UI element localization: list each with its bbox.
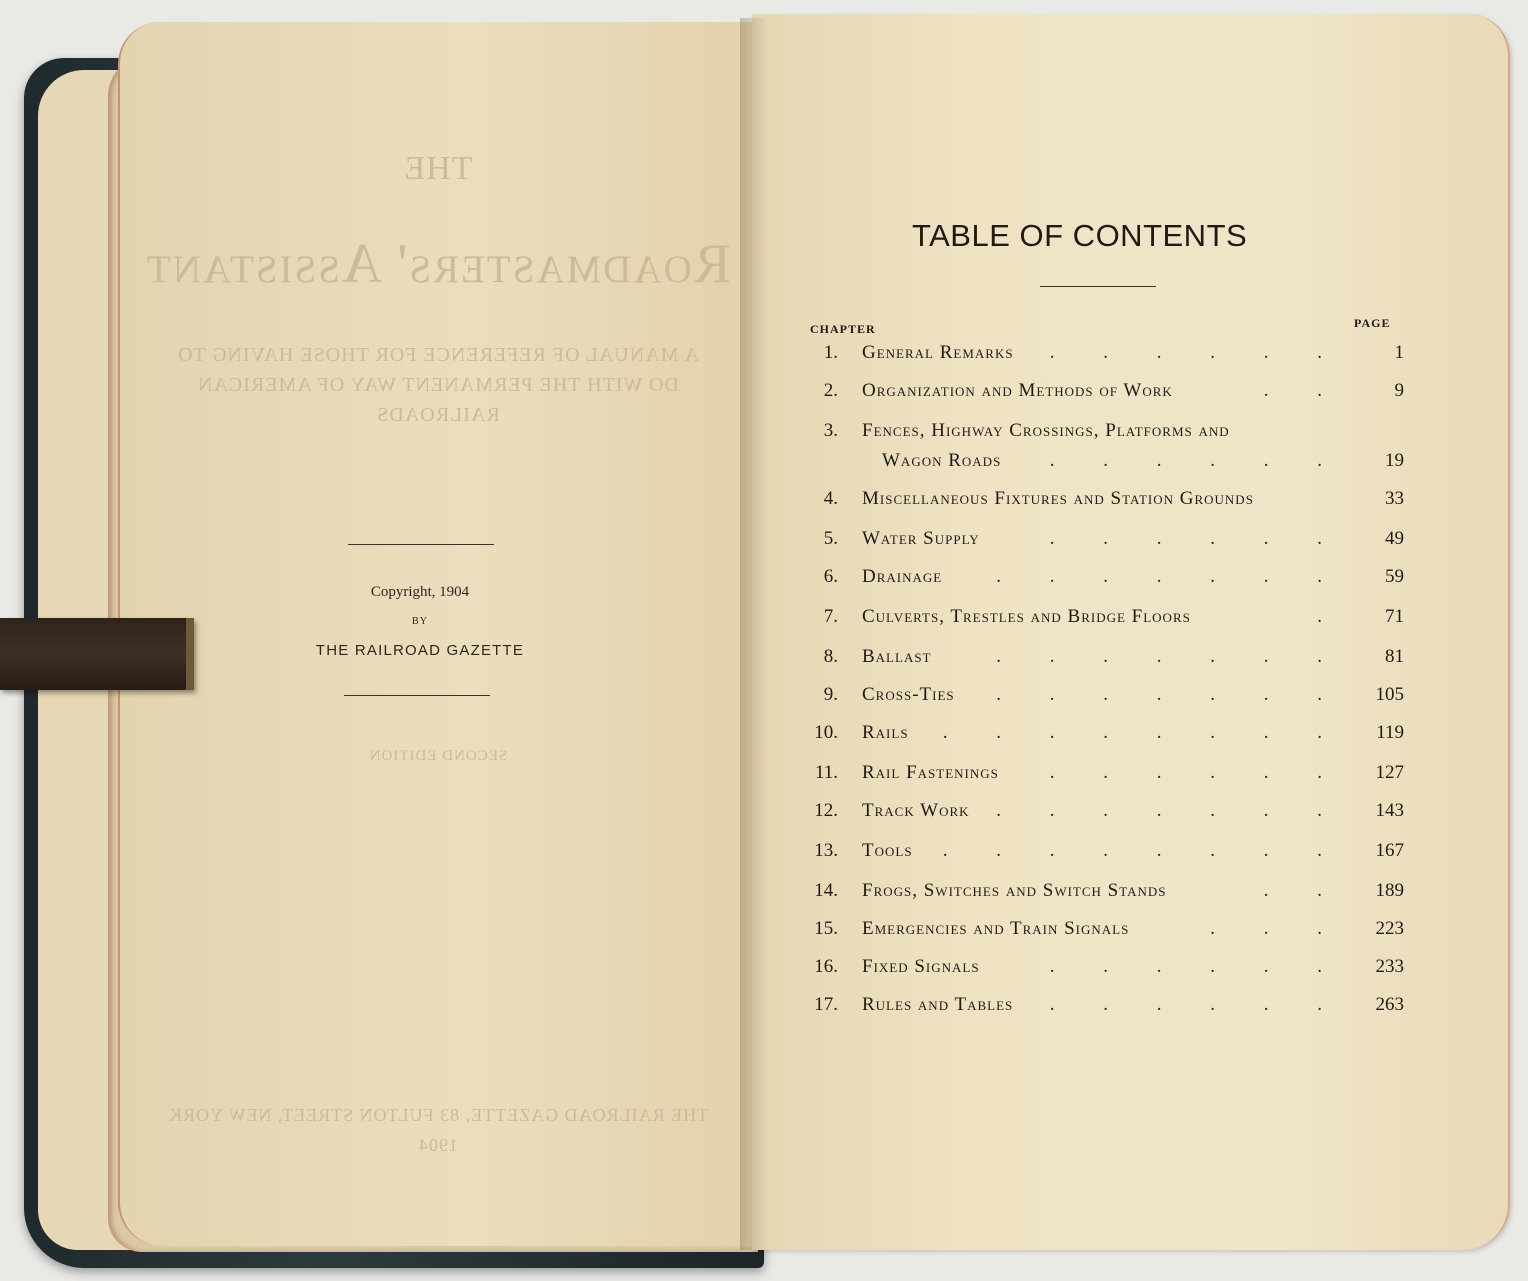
chapter-number: 12.: [814, 800, 838, 821]
chapter-title: Organization and Methods of Work: [862, 380, 1173, 401]
page-number: 233: [1375, 956, 1404, 977]
page-number: 59: [1385, 566, 1404, 587]
chapter-title: Cross-Ties: [862, 684, 955, 705]
chapter-number: 3.: [823, 420, 838, 441]
toc-row: [804, 606, 1404, 636]
gutter-shadow: [740, 18, 768, 1250]
page-number: 189: [1375, 880, 1404, 901]
show-through-the: THE: [403, 150, 473, 187]
leader-dots: . .: [1263, 880, 1344, 901]
chapter-title: Drainage: [862, 566, 943, 587]
toc-title: TABLE OF CONTENTS: [912, 218, 1248, 253]
divider-top: [348, 544, 494, 545]
by-line: BY: [412, 616, 428, 627]
show-through-subtitle: A MANUAL OF REFERENCE FOR THOSE HAVING TO DO WITH THE PERMANENT WAY OF AMERICAN RAILROADS: [177, 344, 699, 426]
leader-dots: . . . . . . .: [996, 684, 1344, 705]
toc-row: [804, 800, 1404, 830]
toc-row: [804, 880, 1404, 910]
leader-dots: . . . . . .: [1049, 994, 1344, 1015]
publisher-line: THE RAILROAD GAZETTE: [315, 642, 525, 659]
leader-dots: . . .: [1210, 918, 1344, 939]
show-through-year: 1904: [418, 1135, 458, 1155]
page-number: 143: [1375, 800, 1404, 821]
toc-row: [804, 840, 1404, 870]
leader-dots: . . . . . .: [1049, 528, 1344, 549]
page-number: 33: [1385, 488, 1404, 509]
chapter-number: 17.: [814, 994, 838, 1015]
toc-row: [804, 722, 1404, 752]
chapter-number: 1.: [823, 342, 838, 363]
toc-row: [804, 994, 1404, 1024]
bookmark-ribbon: [0, 618, 194, 690]
chapter-title: Tools: [862, 840, 913, 861]
page-number: 19: [1385, 450, 1404, 471]
chapter-column-header: CHAPTER: [810, 322, 876, 336]
chapter-number: 11.: [814, 762, 838, 783]
chapter-number: 7.: [823, 606, 838, 627]
chapter-title: Ballast: [862, 646, 932, 667]
divider-bottom: [344, 695, 490, 696]
page-number: 1: [1394, 342, 1404, 363]
toc-row: [804, 420, 1404, 471]
toc-row: [804, 566, 1404, 596]
chapter-title: Rail Fastenings: [862, 762, 999, 783]
chapter-number: 14.: [814, 880, 838, 901]
chapter-title: Track Work: [862, 800, 970, 821]
chapter-number: 2.: [823, 380, 838, 401]
leader-dots: . . . . . . . .: [942, 722, 1344, 743]
chapter-number: 15.: [814, 918, 838, 939]
toc-row: [804, 380, 1404, 410]
toc-row: [804, 918, 1404, 948]
leader-dots: . . . . . .: [1049, 956, 1344, 977]
chapter-title: Water Supply: [862, 528, 980, 549]
show-through-title: Roadmasters' Assistant: [144, 233, 732, 295]
toc-row: [804, 762, 1404, 792]
page-number: 263: [1375, 994, 1404, 1015]
chapter-number: 6.: [823, 566, 838, 587]
leader-dots: . . . . . .: [1049, 762, 1344, 783]
page-number: 71: [1385, 606, 1404, 627]
right-page: [752, 14, 1510, 1250]
chapter-title: Frogs, Switches and Switch Stands: [862, 880, 1167, 901]
page-number: 49: [1385, 528, 1404, 549]
toc-row: [804, 646, 1404, 676]
chapter-title: Culverts, Trestles and Bridge Floors: [862, 606, 1191, 627]
page-number: 9: [1394, 380, 1404, 401]
chapter-title: Fences, Highway Crossings, Platforms and: [862, 420, 1230, 441]
page-number: 81: [1385, 646, 1404, 667]
toc-row: [804, 956, 1404, 986]
leader-dots: . . . . . . .: [996, 566, 1344, 587]
chapter-title-continued: Wagon Roads: [882, 450, 1002, 471]
toc-row: [804, 488, 1404, 518]
chapter-number: 4.: [823, 488, 838, 509]
chapter-title: Miscellaneous Fixtures and Station Grounds: [862, 488, 1254, 509]
toc-row: [804, 342, 1404, 372]
show-through-publisher-line: THE RAILROAD GAZETTE, 83 FULTON STREET, NEW YORK: [167, 1105, 709, 1125]
chapter-number: 10.: [814, 722, 838, 743]
page-number: 223: [1375, 918, 1404, 939]
page-number: 167: [1375, 840, 1404, 861]
chapter-title: Fixed Signals: [862, 956, 980, 977]
leader-dots: . . . . . . .: [996, 646, 1344, 667]
leader-dots: .: [1317, 606, 1344, 627]
chapter-title: Emergencies and Train Signals: [862, 918, 1130, 939]
chapter-title: Rails: [862, 722, 909, 743]
toc-divider: [1040, 286, 1156, 287]
chapter-title: Rules and Tables: [862, 994, 1014, 1015]
show-through-edition: SECOND EDITION: [368, 748, 508, 764]
chapter-number: 9.: [823, 684, 838, 705]
chapter-number: 16.: [814, 956, 838, 977]
page-column-header: PAGE: [1354, 316, 1391, 330]
left-page: [118, 22, 756, 1246]
toc-row: [804, 528, 1404, 558]
page-number: 119: [1376, 722, 1404, 743]
toc-row: [804, 684, 1404, 714]
leader-dots: . . . . . . . .: [942, 840, 1344, 861]
chapter-number: 13.: [814, 840, 838, 861]
chapter-number: 8.: [823, 646, 838, 667]
leader-dots: . .: [1263, 380, 1344, 401]
page-number: 105: [1375, 684, 1404, 705]
chapter-number: 5.: [823, 528, 838, 549]
leader-dots: . . . . . .: [1049, 342, 1344, 363]
page-number: 127: [1375, 762, 1404, 783]
show-through-publisher: [120, 1100, 756, 1160]
leader-dots: . . . . . . .: [996, 800, 1344, 821]
copyright-line: Copyright, 1904: [370, 584, 470, 600]
leader-dots: . . . . . .: [1049, 450, 1344, 471]
chapter-title: General Remarks: [862, 342, 1014, 363]
